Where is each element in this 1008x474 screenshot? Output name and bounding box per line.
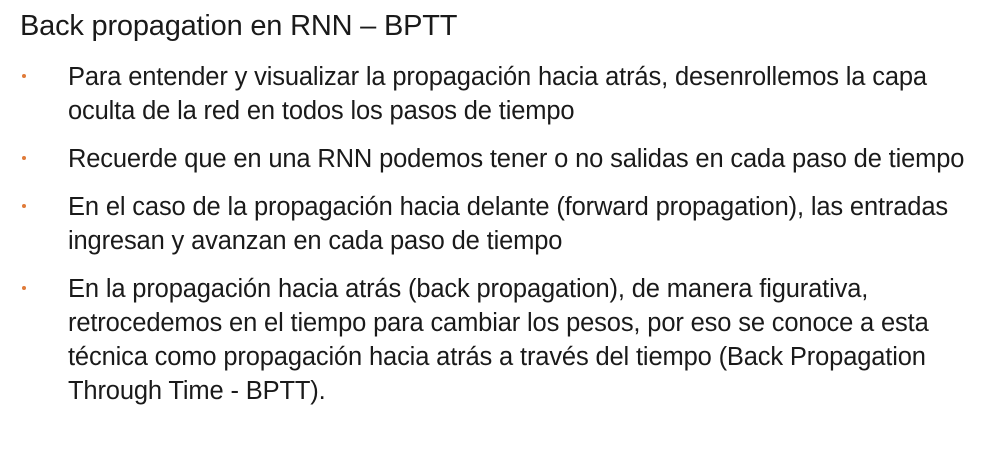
bullet-item — [0, 142, 1008, 176]
bullet-item — [0, 60, 1008, 128]
bullet-dot-icon — [22, 286, 26, 290]
bullet-item — [0, 190, 1008, 258]
bullet-dot-icon — [22, 156, 26, 160]
bullet-item — [0, 272, 1008, 408]
bullet-text: Recuerde que en una RNN podemos tener o no salidas en cada paso de tiempo — [68, 145, 965, 173]
bullet-dot-icon — [22, 204, 26, 208]
bullet-text: En el caso de la propagación hacia delante (forward propagation), las entradas ingresan y avanzan en cada paso de tiempo — [68, 193, 948, 255]
bullet-text: Para entender y visualizar la propagación hacia atrás, desenrollemos la capa oculta de la red en todos los pasos de tiempo — [68, 63, 927, 125]
slide-title: Back propagation en RNN – BPTT — [20, 10, 458, 42]
bullet-list — [0, 60, 1008, 408]
bullet-text: En la propagación hacia atrás (back propagation), de manera figurativa, retrocedemos en el tiempo para cambiar los pesos, por eso se conoce a esta técnica como propagación hacia atrás a través del tiempo (Back Propagation Through Time - BPTT). — [68, 275, 929, 405]
bullet-dot-icon — [22, 74, 26, 78]
